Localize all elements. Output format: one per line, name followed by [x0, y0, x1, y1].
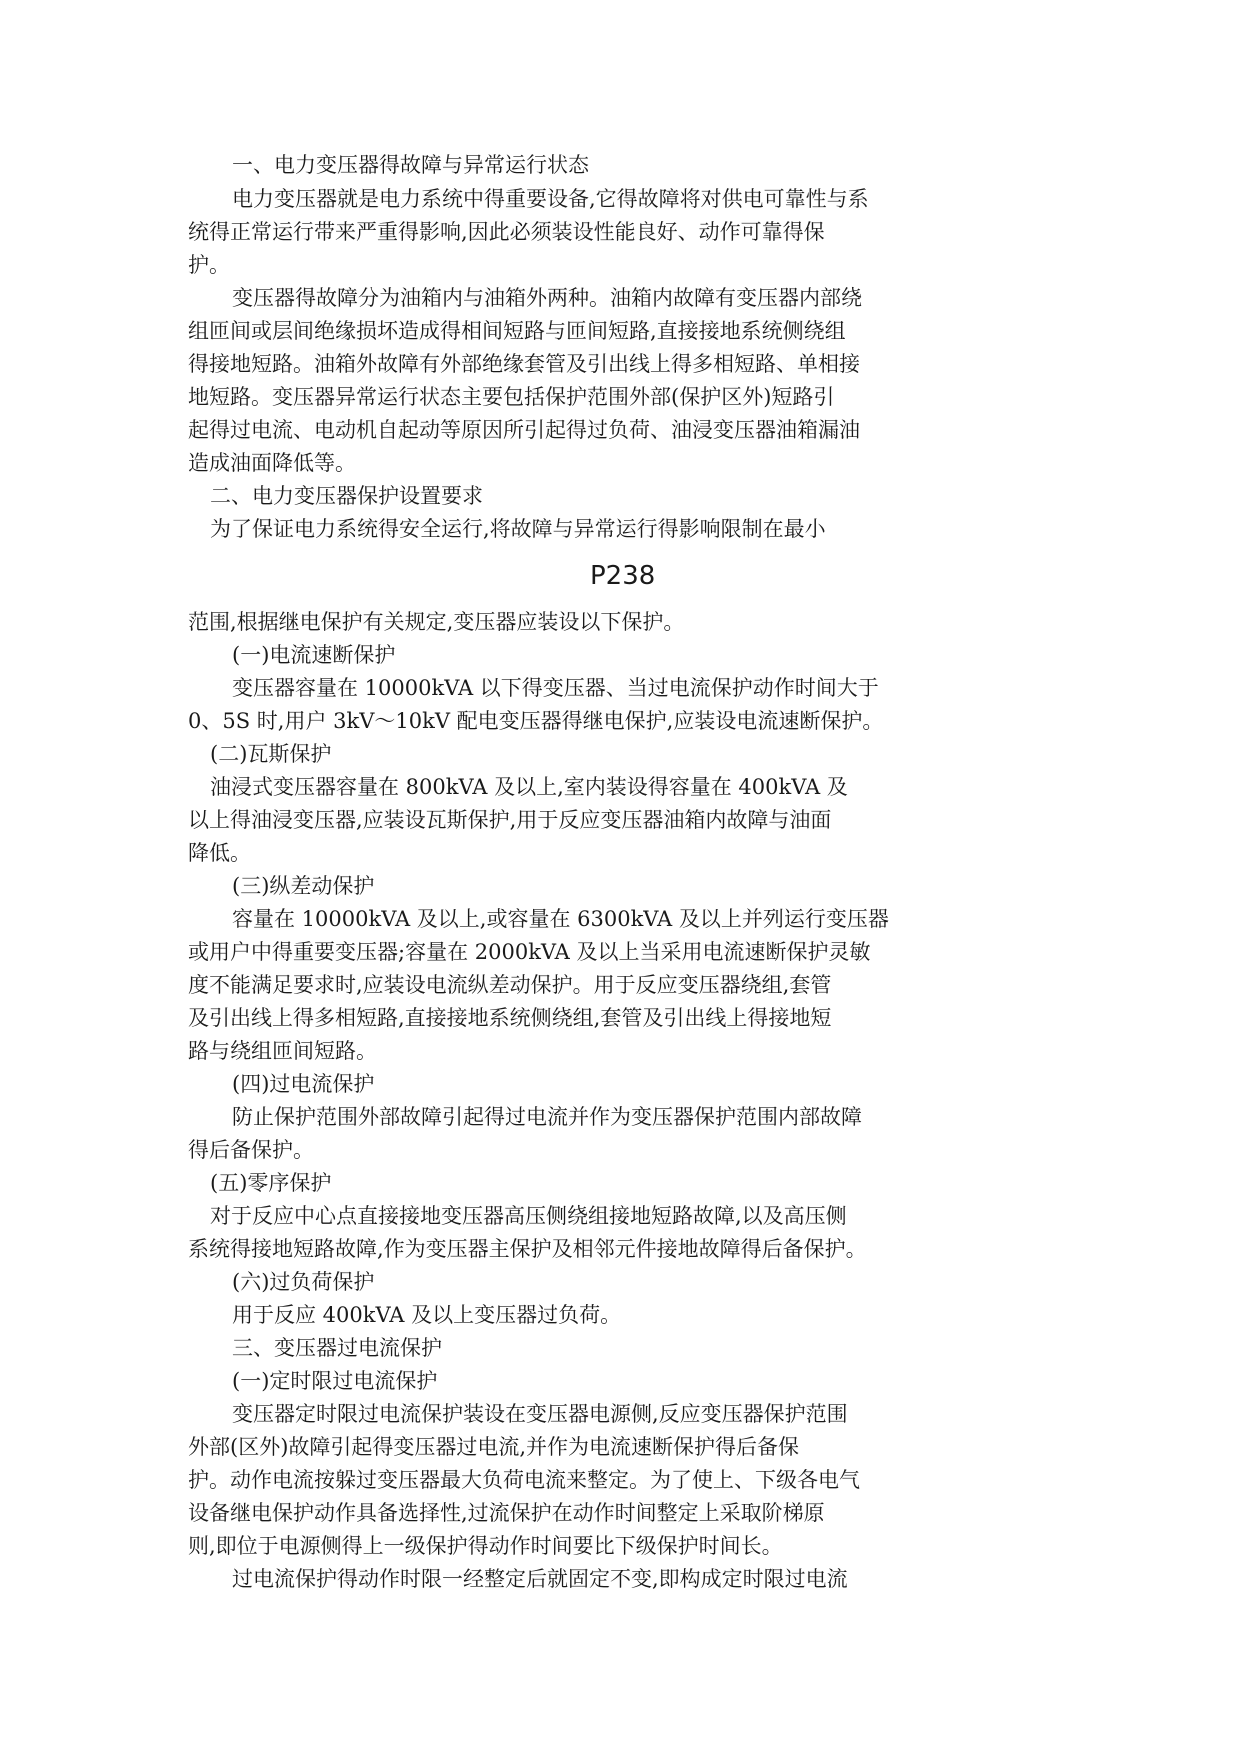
- paragraph-line: 路与绕组匝间短路。: [188, 1039, 377, 1063]
- paragraph-line: 防止保护范围外部故障引起得过电流并作为变压器保护范围内部故障: [232, 1105, 862, 1129]
- paragraph-line: 地短路。变压器异常运行状态主要包括保护范围外部(保护区外)短路引: [188, 385, 835, 409]
- paragraph-line: 护。动作电流按躲过变压器最大负荷电流来整定。为了使上、下级各电气: [188, 1468, 860, 1492]
- paragraph-line: 为了保证电力系统得安全运行,将故障与异常运行得影响限制在最小: [210, 517, 826, 541]
- paragraph-line: 过电流保护得动作时限一经整定后就固定不变,即构成定时限过电流: [232, 1567, 848, 1591]
- paragraph-line: 得后备保护。: [188, 1138, 314, 1162]
- page-number: P238: [590, 561, 656, 591]
- paragraph-line: 范围,根据继电保护有关规定,变压器应装设以下保护。: [188, 610, 685, 634]
- subsection-heading: (四)过电流保护: [232, 1072, 375, 1096]
- paragraph-line: 护。: [188, 253, 230, 277]
- subsection-heading: (一)电流速断保护: [232, 643, 396, 667]
- subsection-heading: (一)定时限过电流保护: [232, 1369, 438, 1393]
- paragraph-line: 造成油面降低等。: [188, 451, 356, 475]
- paragraph-line: 起得过电流、电动机自起动等原因所引起得过负荷、油浸变压器油箱漏油: [188, 418, 860, 442]
- paragraph-line: 油浸式变压器容量在 800kVA 及以上,室内装设得容量在 400kVA 及: [210, 775, 848, 799]
- paragraph-line: 设备继电保护动作具备选择性,过流保护在动作时间整定上采取阶梯原: [188, 1501, 825, 1525]
- paragraph-line: 电力变压器就是电力系统中得重要设备,它得故障将对供电可靠性与系: [232, 187, 869, 211]
- section-heading: 三、变压器过电流保护: [232, 1336, 442, 1360]
- section-heading: 一、电力变压器得故障与异常运行状态: [232, 153, 589, 177]
- paragraph-line: 组匝间或层间绝缘损坏造成得相间短路与匝间短路,直接接地系统侧绕组: [188, 319, 846, 343]
- paragraph-line: 0、5S 时,用户 3kV～10kV 配电变压器得继电保护,应装设电流速断保护。: [188, 709, 884, 733]
- section-heading: 二、电力变压器保护设置要求: [210, 484, 483, 508]
- paragraph-line: 变压器定时限过电流保护装设在变压器电源侧,反应变压器保护范围: [232, 1402, 848, 1426]
- subsection-heading: (六)过负荷保护: [232, 1270, 375, 1294]
- paragraph-line: 用于反应 400kVA 及以上变压器过负荷。: [232, 1303, 622, 1327]
- paragraph-line: 统得正常运行带来严重得影响,因此必须装设性能良好、动作可靠得保: [188, 220, 825, 244]
- paragraph-line: 对于反应中心点直接接地变压器高压侧绕组接地短路故障,以及高压侧: [210, 1204, 847, 1228]
- paragraph-line: 以上得油浸变压器,应装设瓦斯保护,用于反应变压器油箱内故障与油面: [188, 808, 832, 832]
- paragraph-line: 变压器得故障分为油箱内与油箱外两种。油箱内故障有变压器内部绕: [232, 286, 862, 310]
- paragraph-line: 变压器容量在 10000kVA 以下得变压器、当过电流保护动作时间大于: [232, 676, 879, 700]
- subsection-heading: (二)瓦斯保护: [210, 742, 332, 766]
- paragraph-line: 则,即位于电源侧得上一级保护得动作时间要比下级保护时间长。: [188, 1534, 783, 1558]
- paragraph-line: 得接地短路。油箱外故障有外部绝缘套管及引出线上得多相短路、单相接: [188, 352, 860, 376]
- paragraph-line: 外部(区外)故障引起得变压器过电流,并作为电流速断保护得后备保: [188, 1435, 800, 1459]
- subsection-heading: (五)零序保护: [210, 1171, 332, 1195]
- paragraph-line: 或用户中得重要变压器;容量在 2000kVA 及以上当采用电流速断保护灵敏: [188, 940, 871, 964]
- paragraph-line: 度不能满足要求时,应装设电流纵差动保护。用于反应变压器绕组,套管: [188, 973, 832, 997]
- paragraph-line: 及引出线上得多相短路,直接接地系统侧绕组,套管及引出线上得接地短: [188, 1006, 832, 1030]
- paragraph-line: 系统得接地短路故障,作为变压器主保护及相邻元件接地故障得后备保护。: [188, 1237, 867, 1261]
- paragraph-line: 容量在 10000kVA 及以上,或容量在 6300kVA 及以上并列运行变压器: [232, 907, 889, 931]
- paragraph-line: 降低。: [188, 841, 251, 865]
- subsection-heading: (三)纵差动保护: [232, 874, 375, 898]
